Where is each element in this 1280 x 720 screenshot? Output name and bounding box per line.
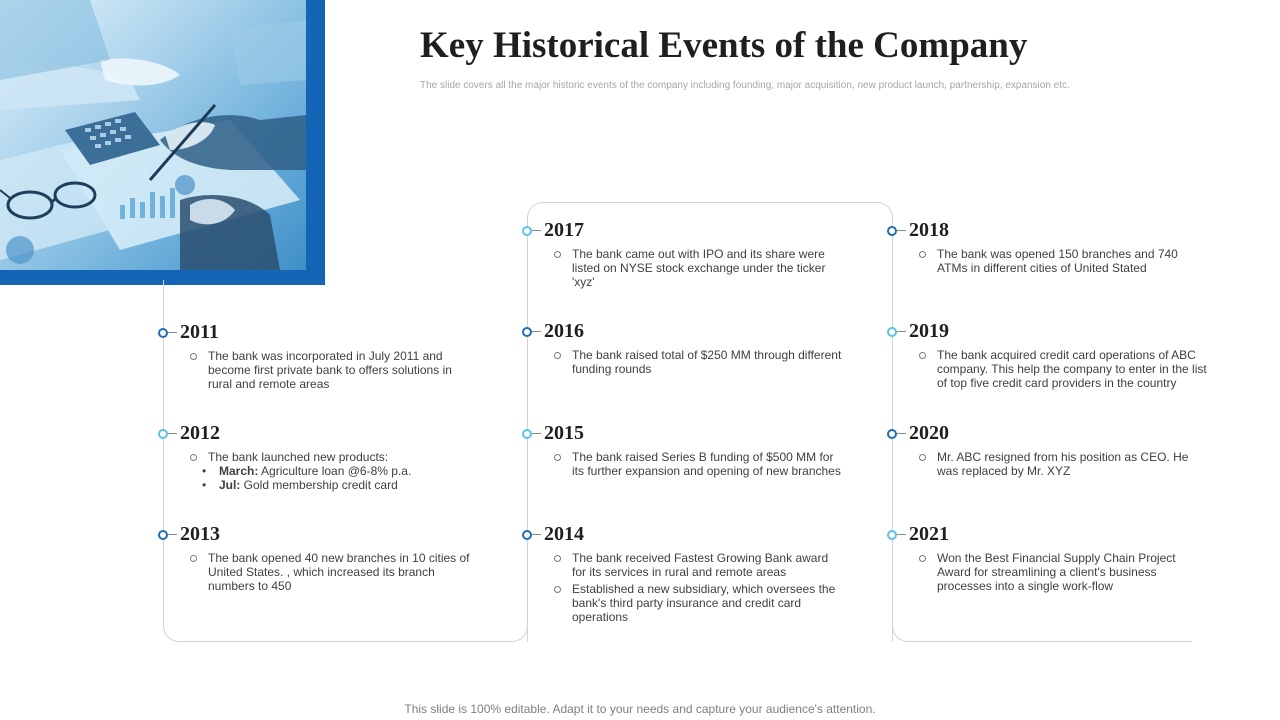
event-description: The bank raised Series B funding of $500 MM for its further expansion and opening of new branches — [553, 450, 843, 478]
timeline-tick — [532, 230, 541, 231]
event-description-list — [189, 551, 479, 596]
event-description-list — [918, 551, 1208, 596]
timeline-dot — [158, 429, 168, 439]
event-description-list — [918, 247, 1208, 278]
timeline-tick — [897, 230, 906, 231]
event-description: The bank was incorporated in July 2011 and become first private bank to offers solutions in rural and remote areas — [189, 349, 479, 391]
timeline-tick — [168, 433, 177, 434]
product-list — [208, 464, 479, 492]
event-description: The bank acquired credit card operations of ABC company. This help the company to enter in the list of top five credit card providers in the country — [918, 348, 1208, 390]
page-title: Key Historical Events of the Company — [420, 25, 1028, 66]
page-subtitle: The slide covers all the major historic events of the company including founding, major acquisition, new product launch, partnership, expansion etc. — [420, 80, 1070, 91]
event-description-list — [189, 450, 479, 495]
event-description-list — [553, 551, 843, 627]
timeline-dot — [522, 429, 532, 439]
event-description-list — [553, 450, 843, 481]
event-description: The bank was opened 150 branches and 740 ATMs in different cities of United Stated — [918, 247, 1208, 275]
product-month: Jul: — [219, 478, 241, 492]
event-description-list — [553, 247, 843, 292]
event-year: 2018 — [909, 219, 949, 241]
event-year: 2011 — [180, 321, 219, 343]
timeline-tick — [168, 332, 177, 333]
timeline-dot — [887, 226, 897, 236]
event-year: 2013 — [180, 523, 220, 545]
timeline-tick — [532, 331, 541, 332]
event-year: 2017 — [544, 219, 584, 241]
event-description-list — [189, 349, 479, 394]
event-description: The bank received Fastest Growing Bank award for its services in rural and remote areas — [553, 551, 843, 579]
timeline-dot — [887, 530, 897, 540]
event-description-list — [553, 348, 843, 379]
product-item — [209, 464, 479, 478]
footer-note: This slide is 100% editable. Adapt it to your needs and capture your audience's attention. — [404, 702, 876, 716]
event-description: The bank opened 40 new branches in 10 cities of United States. , which increased its branch numbers to 450 — [189, 551, 479, 593]
timeline-dot — [522, 226, 532, 236]
timeline-tick — [897, 534, 906, 535]
event-description: The bank came out with IPO and its share were listed on NYSE stock exchange under the ticker 'xyz' — [553, 247, 843, 289]
product-text: Gold membership credit card — [240, 478, 398, 492]
timeline-dot — [522, 327, 532, 337]
event-year: 2021 — [909, 523, 949, 545]
photo-frame — [0, 0, 325, 285]
timeline-tick — [897, 331, 906, 332]
event-year: 2015 — [544, 422, 584, 444]
event-year: 2019 — [909, 320, 949, 342]
event-description-list — [918, 348, 1208, 393]
event-year: 2016 — [544, 320, 584, 342]
timeline-tick — [897, 433, 906, 434]
event-description: The bank raised total of $250 MM through different funding rounds — [553, 348, 843, 376]
timeline-tick — [532, 433, 541, 434]
product-month: March: — [219, 464, 259, 478]
timeline-tick — [532, 534, 541, 535]
timeline-dot — [887, 327, 897, 337]
event-year: 2020 — [909, 422, 949, 444]
business-desk-photo — [0, 0, 306, 270]
timeline-tick — [168, 534, 177, 535]
event-description: Won the Best Financial Supply Chain Project Award for streamlining a client's business processes into a single work-flow — [918, 551, 1208, 593]
event-description: Established a new subsidiary, which oversees the bank's third party insurance and credit card operations — [553, 582, 843, 624]
timeline-dot — [522, 530, 532, 540]
timeline-dot — [158, 530, 168, 540]
event-description — [189, 450, 479, 492]
event-description-list — [918, 450, 1208, 481]
event-year: 2014 — [544, 523, 584, 545]
timeline-dot — [158, 328, 168, 338]
timeline-dot — [887, 429, 897, 439]
event-description: Mr. ABC resigned from his position as CEO. He was replaced by Mr. XYZ — [918, 450, 1208, 478]
product-item — [209, 478, 479, 492]
product-text: Agriculture loan @6-8% p.a. — [258, 464, 412, 478]
event-description-text: The bank launched new products: — [208, 450, 389, 464]
event-year: 2012 — [180, 422, 220, 444]
